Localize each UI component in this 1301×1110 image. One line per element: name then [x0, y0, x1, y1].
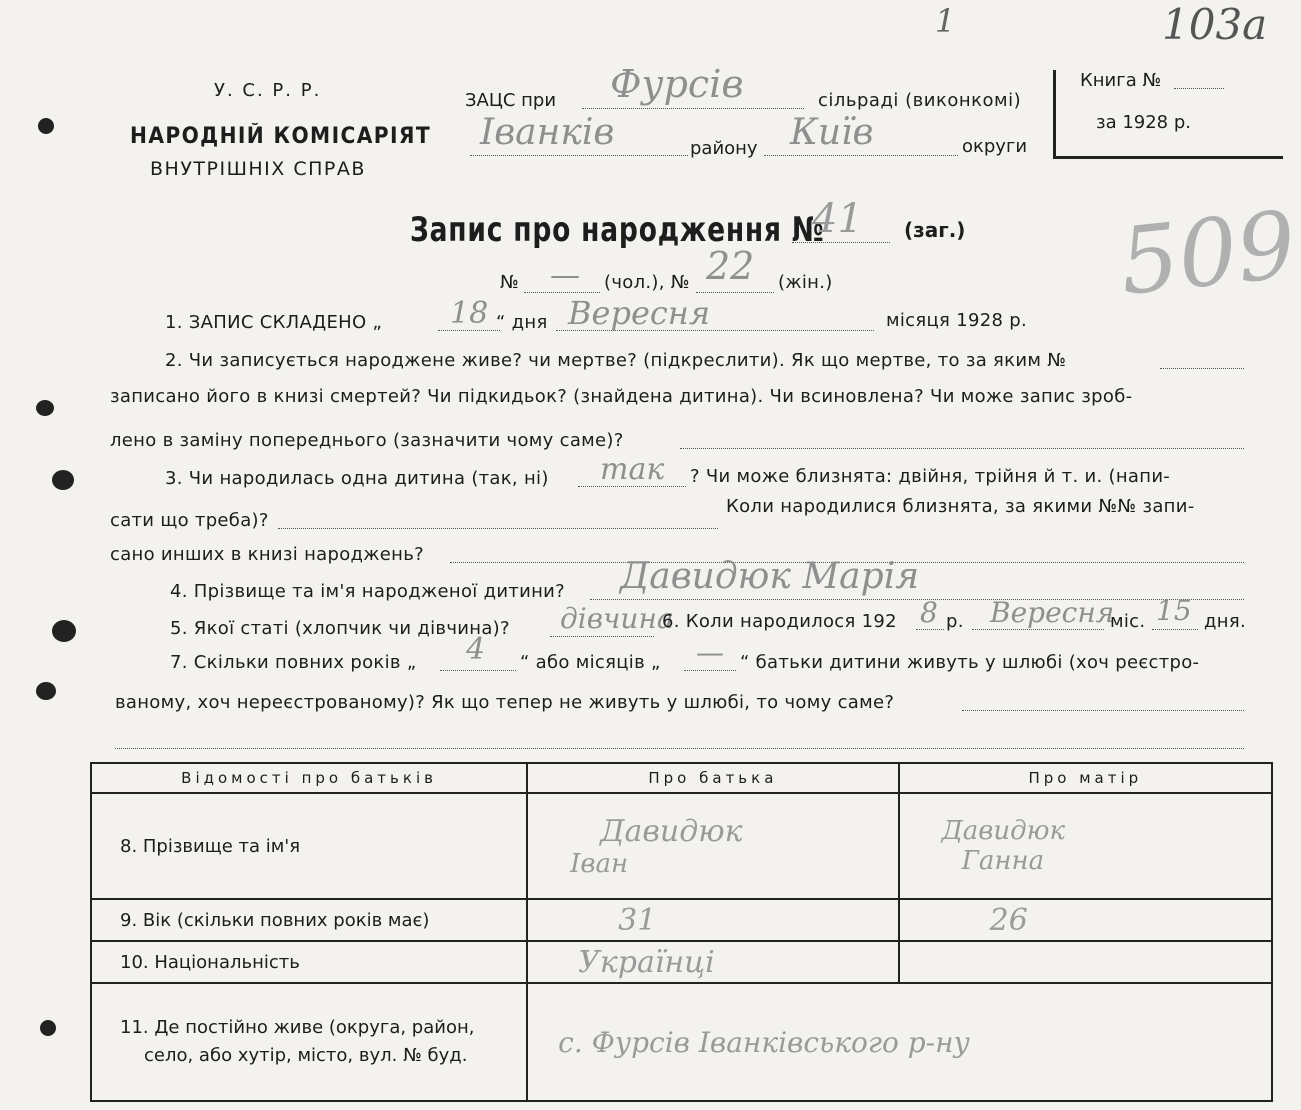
village-suffix: сільраді (виконкомі) — [818, 90, 1022, 111]
q3-line2-b: Коли народилися близнята, за якими №№ запи- — [726, 496, 1195, 517]
q6-year-dots — [916, 629, 944, 630]
okrug-suffix: округи — [962, 136, 1028, 157]
mother-given-name: Ганна — [961, 846, 1045, 876]
row-label-name: 8. Прізвище та ім'я — [91, 793, 527, 899]
mother-age: 26 — [899, 899, 1272, 941]
punch-hole — [52, 620, 76, 642]
row-label-residence — [91, 983, 527, 1101]
q2-line3: лено в заміну попереднього (зазначити чому саме)? — [110, 430, 624, 451]
q2-line1-dots — [1160, 368, 1244, 369]
q2-line2: записано його в книзі смертей? Чи підкидьок? (знайдена дитина). Чи всиновлена? Чи може запис зроб- — [110, 386, 1133, 407]
q1-label: 1. ЗАПИС СКЛАДЕНО „ — [165, 312, 383, 333]
table-header-row — [91, 763, 1272, 793]
row-label-nationality: 10. Національність — [91, 941, 527, 983]
header-parents-info: Відомості про батьків — [91, 763, 527, 793]
q3-line3: сано инших в книзі народжень? — [110, 544, 425, 565]
page-mark: 1 — [935, 2, 956, 40]
table-row-age — [91, 899, 1272, 941]
zags-prefix: ЗАЦС при — [465, 90, 557, 111]
q7-line1-b: “ або місяців „ — [520, 652, 661, 673]
father-name-cell — [527, 793, 899, 899]
q7-line3-dots — [115, 748, 1244, 749]
father-surname: Давидюк — [600, 813, 743, 849]
q3-line1-value: так — [600, 452, 665, 487]
q6-year-value: 8 — [920, 596, 938, 629]
q5-value: дівчина — [560, 602, 674, 635]
q7-line1-a: 7. Скільки повних років „ — [170, 652, 417, 673]
q3-line1-b: ? Чи може близнята: двійня, трійня й т. и. (напи- — [690, 466, 1171, 487]
q4-label: 4. Прізвище та ім'я народженої дитини? — [170, 581, 566, 602]
residence-label-line2: село, або хутір, місто, вул. № буд. — [144, 1045, 468, 1066]
header-father: Про батька — [527, 763, 899, 793]
record-title: Запис про народження № — [410, 210, 825, 250]
residence-value: с. Фурсів Іванківського р-ну — [527, 983, 1272, 1101]
male-no-value: — — [550, 258, 580, 293]
commissariat-title: НАРОДНІЙ КОМІСАРІЯТ — [130, 124, 432, 149]
residence-label-line1: 11. Де постійно живе (округа, район, — [120, 1017, 475, 1038]
q6-month-dots — [972, 629, 1104, 630]
q7-months-dots — [684, 670, 736, 671]
q6-label: 6. Коли народилося 192 — [662, 611, 897, 632]
table-row-residence — [91, 983, 1272, 1101]
village-value: Фурсів — [610, 62, 744, 106]
q4-dots — [590, 599, 1244, 600]
commissariat-subtitle: ВНУТРІШНІХ СПРАВ — [150, 158, 366, 180]
okrug-value: Київ — [790, 112, 874, 153]
q6-r-label: р. — [946, 611, 964, 632]
ussr-label: У. С. Р. Р. — [214, 80, 322, 101]
parents-table — [90, 762, 1273, 1102]
male-label: (чол.), № — [604, 272, 690, 293]
table-row-nationality — [91, 941, 1272, 983]
district-value: Іванків — [480, 112, 615, 153]
row-label-age: 9. Вік (скільки повних років має) — [91, 899, 527, 941]
q3-line1-a: 3. Чи народилась одна дитина (так, ні) — [165, 468, 549, 489]
mother-name-cell — [899, 793, 1272, 899]
margin-number: 509 — [1114, 191, 1301, 316]
punch-hole — [38, 118, 54, 134]
q6-mis-label: міс. — [1110, 611, 1146, 632]
record-suffix: (заг.) — [904, 218, 966, 242]
q7-years-value: 4 — [466, 632, 486, 667]
punch-hole — [52, 470, 74, 490]
header-mother: Про матір — [899, 763, 1272, 793]
q1-month-label: місяця 1928 р. — [886, 310, 1027, 331]
punch-hole — [36, 682, 56, 700]
mother-nationality — [899, 941, 1272, 983]
q6-month-value: Вересня — [990, 596, 1115, 629]
q1-day-value: 18 — [450, 296, 489, 331]
q7-line2-dots — [962, 710, 1244, 711]
table-row-name — [91, 793, 1272, 899]
father-age: 31 — [527, 899, 899, 941]
female-label: (жін.) — [778, 272, 833, 293]
q2-line1: 2. Чи записується народжене живе? чи мертве? (підкреслити). Як що мертве, то за яким № — [165, 350, 1067, 371]
punch-hole — [40, 1020, 56, 1036]
punch-hole — [36, 400, 54, 416]
village-dotted-line — [582, 108, 804, 109]
district-dotted-line — [470, 155, 688, 156]
father-nationality: Українці — [527, 941, 899, 983]
book-year: за 1928 р. — [1096, 112, 1192, 133]
q5-label: 5. Якої статі (хлопчик чи дівчина)? — [170, 618, 510, 639]
district-suffix: району — [690, 138, 758, 159]
record-number-line — [792, 242, 890, 243]
q1-month-value: Вересня — [568, 294, 711, 332]
q1-day-label: “ дня — [496, 312, 548, 333]
book-dotted-line — [1174, 88, 1224, 89]
mother-surname: Давидюк — [941, 816, 1066, 846]
male-no-label: № — [500, 272, 520, 293]
q3-line2-a: сати що треба)? — [110, 510, 269, 531]
q7-line2: ваному, хоч нереєстрованому)? Як що тепер не живуть у шлюбі, то чому саме? — [115, 692, 895, 713]
q6-day-dots — [1152, 629, 1198, 630]
q6-day-value: 15 — [1156, 594, 1192, 627]
q7-line1-c: “ батьки дитини живуть у шлюбі (хоч реєстро- — [740, 652, 1200, 673]
female-no-line — [696, 292, 774, 293]
father-given-name: Іван — [570, 848, 629, 879]
q4-value: Давидюк Марія — [620, 556, 920, 597]
book-label: Книга № — [1080, 70, 1162, 91]
corner-number: 103а — [1162, 0, 1268, 49]
record-number: 41 — [812, 196, 863, 242]
q3-line2-dots — [278, 528, 718, 529]
q5-dots — [550, 636, 654, 637]
female-no-value: 22 — [706, 244, 755, 288]
q2-line3-dots — [680, 448, 1244, 449]
q7-months-value: — — [696, 636, 724, 669]
q7-years-dots — [440, 670, 516, 671]
q6-day-label: дня. — [1204, 611, 1246, 632]
okrug-dotted-line — [764, 155, 958, 156]
